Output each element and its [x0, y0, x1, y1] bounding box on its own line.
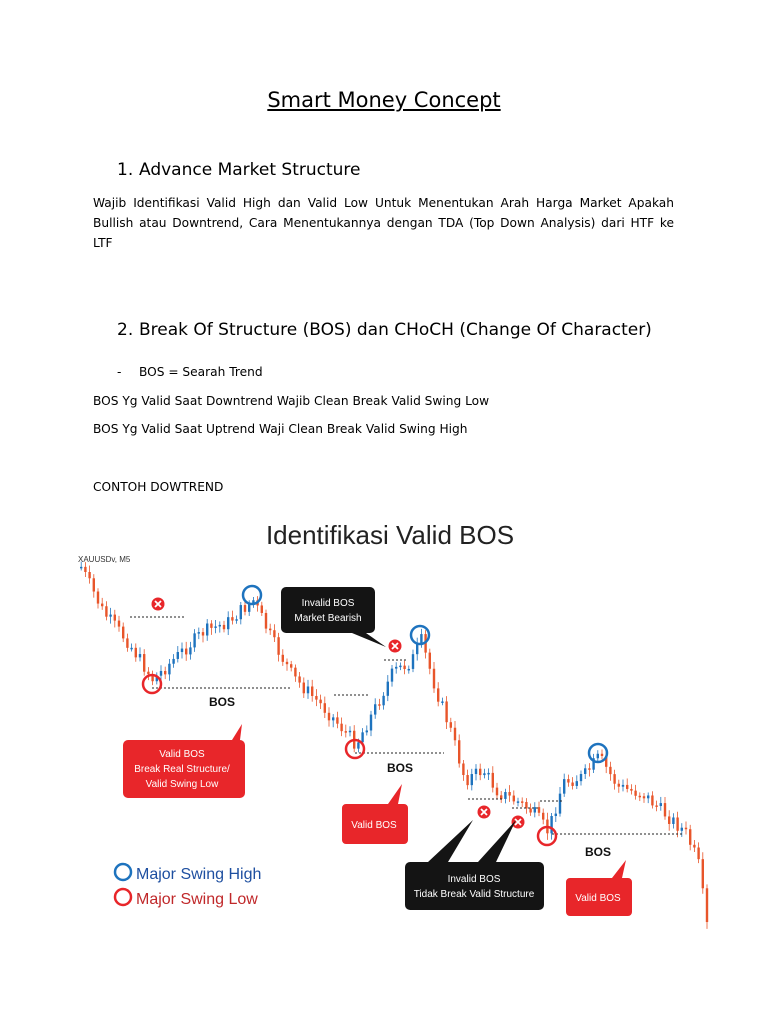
candle-body [290, 664, 292, 667]
candle-body [261, 605, 263, 613]
candle-body [139, 654, 141, 657]
legend-low-label: Major Swing Low [136, 891, 258, 908]
candle-body [508, 792, 510, 796]
bos-label: BOS [386, 761, 414, 775]
candle-body [706, 888, 708, 922]
candle-body [269, 629, 271, 631]
callout-valid-bos-3 [566, 860, 632, 916]
callout-valid-bos-2 [342, 784, 408, 844]
candle-body [244, 605, 246, 612]
candle-body [676, 817, 678, 830]
candle-body [487, 773, 489, 775]
document-title: Smart Money Concept [267, 88, 501, 112]
section-2-title: Break Of Structure (BOS) dan CHoCH (Change Of Character) [139, 320, 652, 340]
candle-body [500, 795, 502, 799]
callout-invalid-market-bearish [281, 587, 386, 647]
section-1-number: 1. [117, 160, 134, 180]
candle-body [437, 688, 439, 701]
invalid-x-icon [478, 806, 491, 819]
candle-body [433, 669, 435, 689]
candle-body [681, 828, 683, 831]
candle-body [630, 789, 632, 791]
candle-body [294, 668, 296, 677]
candle-body [114, 615, 116, 621]
callout-text: Break Real Structure/ [134, 764, 230, 775]
candle-body [420, 634, 422, 644]
invalid-x-icon [152, 598, 165, 611]
candle-body [550, 816, 552, 833]
callout-text: Invalid BOS [447, 874, 501, 885]
candle-body [580, 774, 582, 781]
example-label: CONTOH DOWTREND [93, 480, 224, 494]
bos-uptrend-line: BOS Yg Valid Saat Uptrend Waji Clean Break Valid Swing High [93, 422, 468, 436]
bos-illustration [72, 512, 710, 932]
candle-body [277, 637, 279, 655]
callout-text: Invalid BOS [301, 598, 355, 609]
candle-body [647, 795, 649, 798]
candle-body [403, 666, 405, 669]
callout-text: Valid Swing Low [145, 779, 219, 790]
candle-body [618, 784, 620, 787]
bos-illustration-svg [72, 512, 710, 932]
candle-body [395, 667, 397, 669]
section-1-title: Advance Market Structure [139, 160, 361, 180]
candle-body [408, 669, 410, 671]
candle-body [185, 649, 187, 655]
candle-body [198, 632, 200, 634]
candle-body [177, 652, 179, 659]
candle-body [441, 701, 443, 703]
candle-body [147, 672, 149, 674]
callout-text: Valid BOS [159, 749, 205, 760]
candle-body [286, 662, 288, 664]
candle-body [664, 803, 666, 816]
candle-body [563, 779, 565, 794]
legend-high-icon [115, 864, 131, 880]
candle-body [567, 779, 569, 782]
candle-body [273, 630, 275, 637]
candle-body [584, 768, 586, 774]
candle-body [118, 621, 120, 627]
candle-body [349, 731, 351, 733]
candle-body [454, 728, 456, 741]
candle-body [88, 572, 90, 578]
candle-body [538, 807, 540, 813]
candle-body [655, 805, 657, 807]
figure-title: Identifikasi Valid BOS [265, 520, 515, 550]
section-1-heading [117, 160, 361, 180]
candle-body [80, 567, 82, 569]
candle-body [122, 627, 124, 639]
candle-body [219, 625, 221, 627]
candle-body [458, 740, 460, 763]
swing-high-marker [243, 586, 261, 604]
section-2-number: 2. [117, 320, 134, 340]
invalid-x-icon [512, 816, 525, 829]
candle-body [391, 669, 393, 682]
bos-label: BOS [584, 845, 612, 859]
candle-body [210, 623, 212, 627]
callout-invalid-tidak-break [405, 820, 544, 910]
bullet-dash: - [117, 365, 122, 379]
candle-body [702, 859, 704, 888]
candle-body [130, 648, 132, 650]
callout-text: Market Bearish [294, 613, 362, 624]
candle-body [382, 696, 384, 705]
candle-body [235, 619, 237, 621]
candle-body [445, 701, 447, 722]
candle-body [227, 617, 229, 629]
candle-body [475, 769, 477, 774]
candle-body [496, 788, 498, 796]
candle-body [332, 717, 334, 720]
candle-body [597, 754, 599, 758]
candle-body [466, 775, 468, 785]
candle-body [462, 763, 464, 775]
candle-body [298, 676, 300, 682]
candle-body [84, 567, 86, 572]
candle-body [97, 592, 99, 604]
callout-text: Valid BOS [575, 893, 621, 904]
candle-body [366, 730, 368, 732]
legend-low-icon [115, 889, 131, 905]
candle-body [361, 732, 363, 742]
candle-body [143, 654, 145, 672]
candle-body [101, 604, 103, 607]
candle-body [202, 632, 204, 635]
callout-text: Valid BOS [351, 820, 397, 831]
candle-body [651, 795, 653, 805]
candle-body [303, 683, 305, 694]
candle-body [109, 615, 111, 617]
candle-body [622, 785, 624, 787]
candle-body [336, 717, 338, 723]
bos-downtrend-line: BOS Yg Valid Saat Downtrend Wajib Clean Break Valid Swing Low [93, 394, 490, 408]
candle-body [370, 715, 372, 731]
candle-body [231, 617, 233, 620]
figure-legend [115, 864, 261, 908]
candle-body [672, 817, 674, 824]
candle-body [517, 801, 519, 803]
candle-body [240, 605, 242, 619]
candle-body [613, 774, 615, 784]
candle-body [164, 671, 166, 674]
candle-body [429, 653, 431, 669]
candle-body [693, 845, 695, 848]
candle-body [307, 686, 309, 693]
candle-body [601, 754, 603, 756]
candle-body [559, 794, 561, 814]
candle-body [126, 638, 128, 647]
candle-body [93, 578, 95, 591]
candle-body [189, 647, 191, 654]
candle-body [265, 613, 267, 629]
candle-body [282, 655, 284, 662]
candle-body [588, 768, 590, 770]
candle-body [626, 785, 628, 789]
candle-body [639, 796, 641, 798]
candle-body [105, 606, 107, 616]
candle-body [525, 802, 527, 808]
candle-body [542, 813, 544, 820]
candle-body [135, 648, 137, 658]
candle-body [450, 722, 452, 728]
candle-body [529, 808, 531, 812]
candle-body [160, 671, 162, 676]
candle-body [193, 633, 195, 647]
candle-body [689, 829, 691, 845]
candle-body [504, 792, 506, 799]
bullet-text: BOS = Searah Trend [139, 365, 263, 379]
candle-body [555, 814, 557, 816]
candle-body [319, 700, 321, 704]
candle-body [521, 801, 523, 803]
candle-body [311, 686, 313, 695]
candle-body [471, 774, 473, 785]
candle-body [492, 773, 494, 788]
candle-body [324, 703, 326, 713]
candle-body [168, 664, 170, 675]
candle-body [483, 773, 485, 775]
callout-text: Tidak Break Valid Structure [413, 889, 535, 900]
candle-body [412, 654, 414, 669]
candle-body [374, 704, 376, 714]
candle-body [643, 796, 645, 798]
section-1-paragraph: Wajib Identifikasi Valid High dan Valid Low Untuk Menentukan Arah Harga Market Apakah Bullish atau Downtrend, Cara Menentukannya dengan TDA (Top Down Analysis) dari HTF ke LTF [93, 196, 674, 250]
candle-body [660, 803, 662, 806]
legend-high-label: Major Swing High [136, 866, 262, 883]
candle-body [634, 791, 636, 796]
candle-body [206, 623, 208, 635]
candle-body [378, 704, 380, 706]
candle-body [416, 644, 418, 655]
invalid-x-icon [389, 640, 402, 653]
bos-label: BOS [208, 695, 236, 709]
candle-body [214, 626, 216, 628]
candle-body [223, 625, 225, 629]
candle-body [315, 696, 317, 700]
candle-body [668, 816, 670, 824]
candle-body [479, 769, 481, 775]
callout-valid-break-real-structure [123, 724, 245, 798]
candle-body [345, 731, 347, 733]
candle-body [685, 828, 687, 830]
candle-body [576, 781, 578, 786]
candle-body [328, 713, 330, 721]
candle-body [399, 666, 401, 668]
candle-body [609, 767, 611, 774]
structure-lines [130, 617, 684, 834]
candle-body [181, 649, 183, 652]
candle-body [513, 796, 515, 802]
candle-body [357, 742, 359, 748]
figure-symbol: XAUUSDv, M5 [78, 555, 131, 564]
candle-body [387, 682, 389, 696]
section-2-heading [117, 320, 652, 340]
candle-body [697, 848, 699, 860]
candle-body [571, 783, 573, 786]
candle-body [340, 724, 342, 731]
candle-body [172, 659, 174, 664]
